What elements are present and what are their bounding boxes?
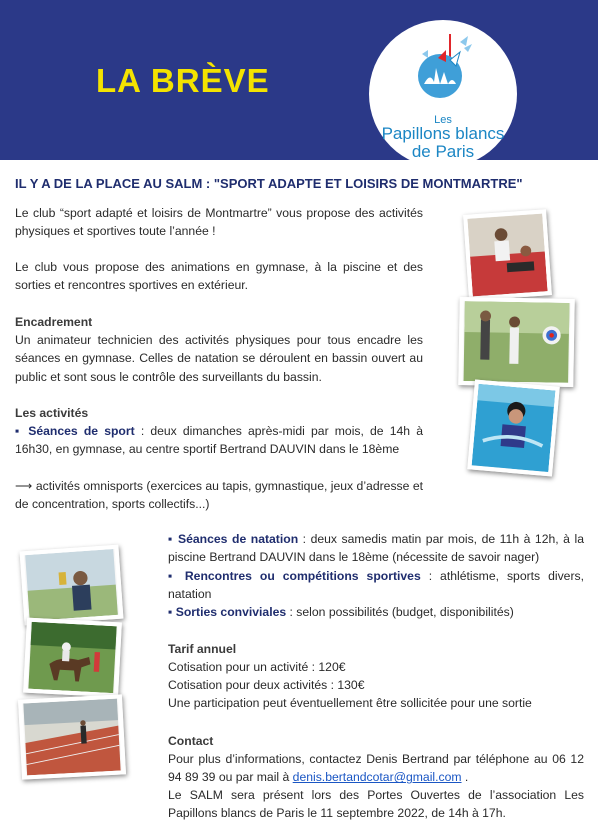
contact-heading: Contact	[168, 734, 214, 748]
logo-emblem-icon	[416, 32, 474, 110]
activity-sorties-text: : selon possibilités (budget, disponibilités)	[286, 605, 514, 619]
activity-sorties	[168, 603, 584, 621]
intro-paragraph-1: Le club “sport adapté et loisirs de Montmartre” vous propose des activités physiques et sportives toute l’année !	[15, 206, 423, 239]
tarif-line-2: Cotisation pour deux activités : 130€	[168, 678, 365, 692]
arrow-icon: ⟶	[15, 479, 33, 493]
photo-gym-mat-image	[467, 213, 547, 296]
logo-text-city: de Paris	[411, 142, 475, 161]
photo-gym-mat	[463, 209, 552, 301]
logo-text-name: Papillons blancs	[381, 124, 505, 143]
intro-paragraph-2: Le club vous propose des animations en gymnase, à la piscine et des sorties et rencontres sportives en extérieur.	[15, 260, 423, 293]
activity-sorties-label: Sorties conviviales	[175, 605, 287, 619]
encadrement-text: Un animateur technicien des activités physiques pour tous encadre les séances en gymnase. Celles de natation se déroulent en bassin ouvert au public et sont sous le contrôle des surveillants du bassin.	[15, 333, 423, 384]
newsletter-title: LA BRÈVE	[96, 62, 270, 99]
header-banner	[0, 0, 598, 160]
activity-sport-text: : deux dimanches après-midi par mois, de 14h à 16h30, en gymnase, au centre sportif Bertrand DAUVIN dans le 18ème	[15, 424, 423, 457]
open-house-paragraph: Le SALM sera présent lors des Portes Ouvertes de l’association Les Papillons blancs de Paris le 11 septembre 2022, de 14h à 17h.	[168, 788, 584, 821]
contact-email-link[interactable]: denis.bertandcotar@gmail.com	[292, 770, 462, 785]
tarif-heading: Tarif annuel	[168, 642, 237, 656]
activity-sport-detail-text: activités omnisports (exercices au tapis, gymnastique, jeux d’adresse et de concentration, sports collectifs...)	[15, 479, 423, 512]
photo-archery	[458, 297, 575, 387]
contact-text: Pour plus d’informations, contactez Denis Bertrand par téléphone au	[168, 752, 548, 766]
activity-sport	[15, 422, 423, 459]
papillons-blancs-logo	[369, 20, 517, 168]
contact-phone: 06 12 94 89 39 ou par mail à	[168, 752, 584, 785]
encadrement-heading: Encadrement	[15, 315, 93, 329]
activity-natation	[168, 530, 584, 567]
activity-sport-label: Séances de sport	[28, 424, 135, 438]
tarif-line-3: Une participation peut éventuellement être sollicitée pour une sortie	[168, 696, 532, 710]
activity-rencontres	[168, 567, 584, 604]
bullet-icon: ▪	[168, 605, 173, 619]
logo-text-les: Les	[434, 114, 452, 126]
activity-rencontres-label: Rencontres ou compétitions sportives	[184, 569, 421, 583]
bullet-icon: ▪	[15, 424, 23, 438]
photo-athletics-track-image	[22, 699, 122, 776]
photo-swimming	[467, 379, 560, 476]
photo-horse-riding-image	[27, 622, 117, 693]
photo-trophy-image	[24, 549, 119, 621]
bullet-icon: ▪	[168, 569, 177, 583]
photo-swimming-image	[472, 384, 556, 472]
activity-rencontres-text: : athlétisme, sports divers, natation	[168, 569, 584, 602]
activity-natation-label: Séances de natation	[178, 532, 299, 546]
tarif-line-1: Cotisation pour un activité : 120€	[168, 660, 346, 674]
contact-paragraph	[168, 750, 584, 787]
article-headline: IL Y A DE LA PLACE AU SALM : "SPORT ADAPTE ET LOISIRS DE MONTMARTRE"	[15, 176, 523, 191]
photo-horse-riding	[23, 618, 122, 698]
activity-sport-detail	[15, 477, 423, 514]
bullet-icon: ▪	[168, 532, 174, 546]
photo-archery-image	[462, 301, 570, 383]
activites-heading: Les activités	[15, 406, 89, 420]
contact-email-suffix: .	[461, 770, 469, 785]
photo-athletics-track	[18, 694, 126, 779]
activity-natation-text: : deux samedis matin par mois, de 11h à 12h, à la piscine Bertrand DAUVIN dans le 18ème (nécessite de savoir nager)	[168, 532, 584, 565]
photo-trophy	[20, 545, 124, 626]
